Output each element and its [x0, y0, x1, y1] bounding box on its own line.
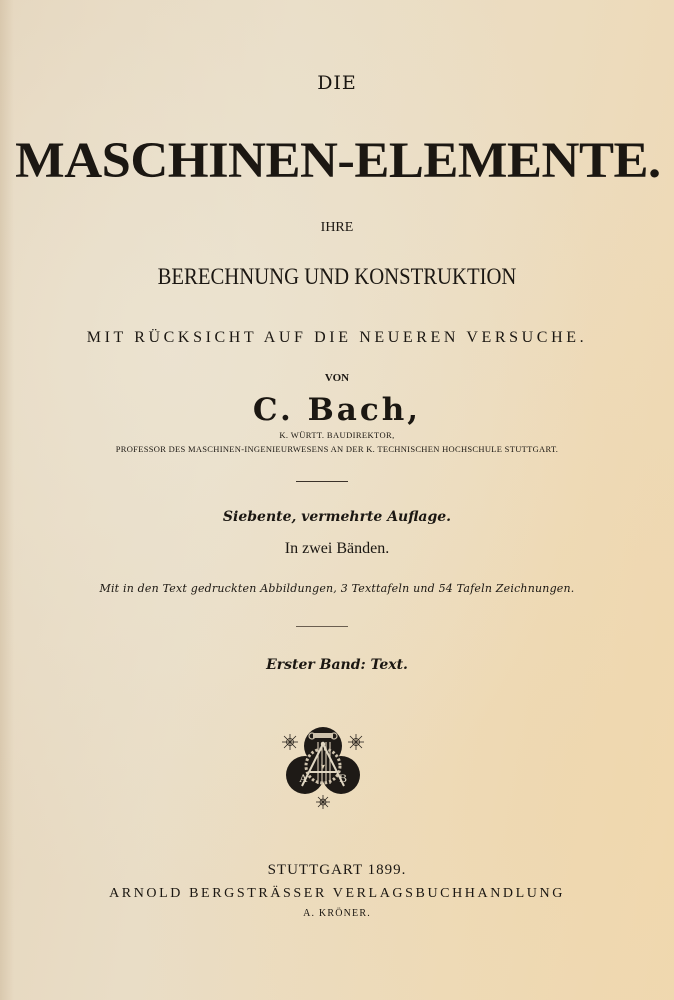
author-rank: K. WÜRTT. BAUDIREKTOR,	[279, 430, 395, 440]
edition-label: Siebente, vermehrte Auflage.	[222, 509, 452, 525]
by-label: VON	[324, 372, 350, 384]
author-name: C. Bach,	[252, 392, 422, 428]
illustrations-note: Mit in den Text gedruckten Abbildungen, 3 Texttafeln und 54 Tafeln Zeichnungen.	[99, 582, 575, 595]
divider-rule	[296, 481, 348, 482]
title-connector: IHRE	[320, 220, 354, 235]
subtitle-note: MIT RÜCKSICHT AUF DIE NEUEREN VERSUCHE.	[86, 329, 588, 346]
publisher-emblem-icon	[278, 720, 368, 810]
imprint-proprietor: A. KRÖNER.	[303, 908, 371, 919]
svg-text:B: B	[339, 771, 348, 785]
volume-label: Erster Band: Text.	[266, 657, 408, 673]
imprint-publisher: ARNOLD BERGSTRÄSSER VERLAGSBUCHHANDLUNG	[109, 886, 565, 901]
title-article: DIE	[317, 72, 357, 94]
svg-text:A: A	[299, 771, 308, 785]
author-position: PROFESSOR DES MASCHINEN-INGENIEURWESENS AN DER K. TECHNISCHEN HOCHSCHULE STUTTGART.	[115, 444, 559, 454]
book-subtitle: BERECHNUNG UND KONSTRUKTION	[157, 264, 517, 289]
volumes-label: In zwei Bänden.	[284, 540, 390, 557]
book-title: MASCHINEN-ELEMENTE.	[15, 133, 661, 189]
divider-rule	[296, 626, 348, 627]
imprint-city-year: STUTTGART 1899.	[267, 862, 407, 878]
